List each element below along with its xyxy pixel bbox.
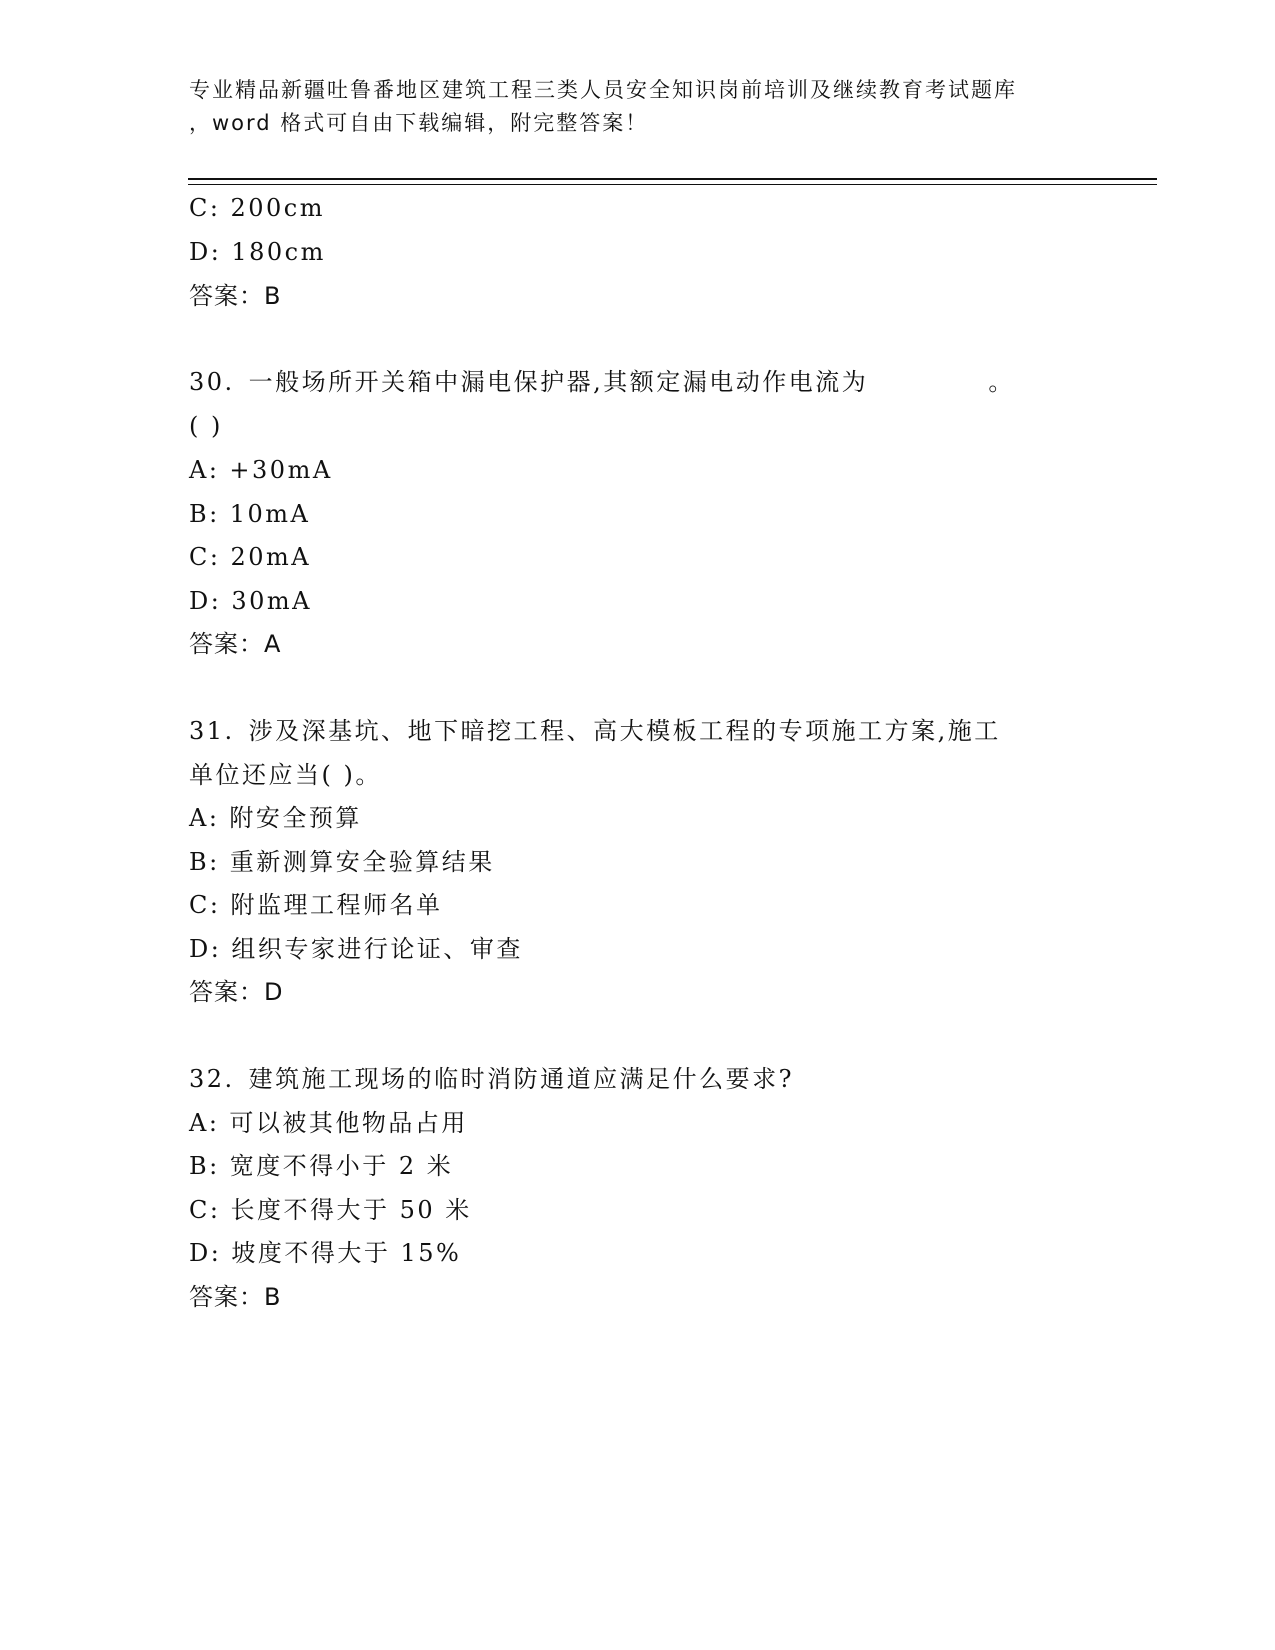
option-d: D: 180cm: [189, 238, 326, 266]
option-b: B: 宽度不得小于 2 米: [189, 1152, 454, 1180]
option-c: C: 20mA: [189, 543, 312, 571]
question-32-text: 32. 建筑施工现场的临时消防通道应满足什么要求?: [189, 1065, 795, 1093]
question-31-text: 31. 涉及深基坑、地下暗挖工程、高大模板工程的专项施工方案,施工: [189, 717, 1001, 745]
option-a: A: +30mA: [189, 456, 333, 484]
option-d: D: 坡度不得大于 15%: [189, 1239, 462, 1267]
answer-line: 答案：B: [189, 1283, 282, 1311]
header-title-line1: 专业精品新疆吐鲁番地区建筑工程三类人员安全知识岗前培训及继续教育考试题库: [189, 78, 1017, 102]
answer-line: 答案：B: [189, 282, 282, 310]
option-b: B: 重新测算安全验算结果: [189, 848, 495, 876]
header-divider-thick: [188, 178, 1157, 180]
document-header: [189, 74, 1089, 140]
option-c: C: 长度不得大于 50 米: [189, 1196, 472, 1224]
option-c: C: 200cm: [189, 194, 325, 222]
answer-line: 答案：D: [189, 978, 284, 1006]
option-d: D: 组织专家进行论证、审查: [189, 935, 523, 963]
question-30-text: 30. 一般场所开关箱中漏电保护器,其额定漏电动作电流为 。: [189, 368, 1015, 396]
question-30-bracket: ( ): [189, 412, 223, 440]
header-title-line2: ，word 格式可自由下载编辑，附完整答案！: [189, 111, 649, 135]
question-31-text-cont: 单位还应当( )。: [189, 761, 382, 789]
option-b: B: 10mA: [189, 500, 311, 528]
option-d: D: 30mA: [189, 587, 312, 615]
header-divider-thin: [188, 184, 1157, 185]
option-a: A: 可以被其他物品占用: [189, 1109, 468, 1137]
answer-line: 答案：A: [189, 630, 282, 658]
option-a: A: 附安全预算: [189, 804, 362, 832]
option-c: C: 附监理工程师名单: [189, 891, 443, 919]
